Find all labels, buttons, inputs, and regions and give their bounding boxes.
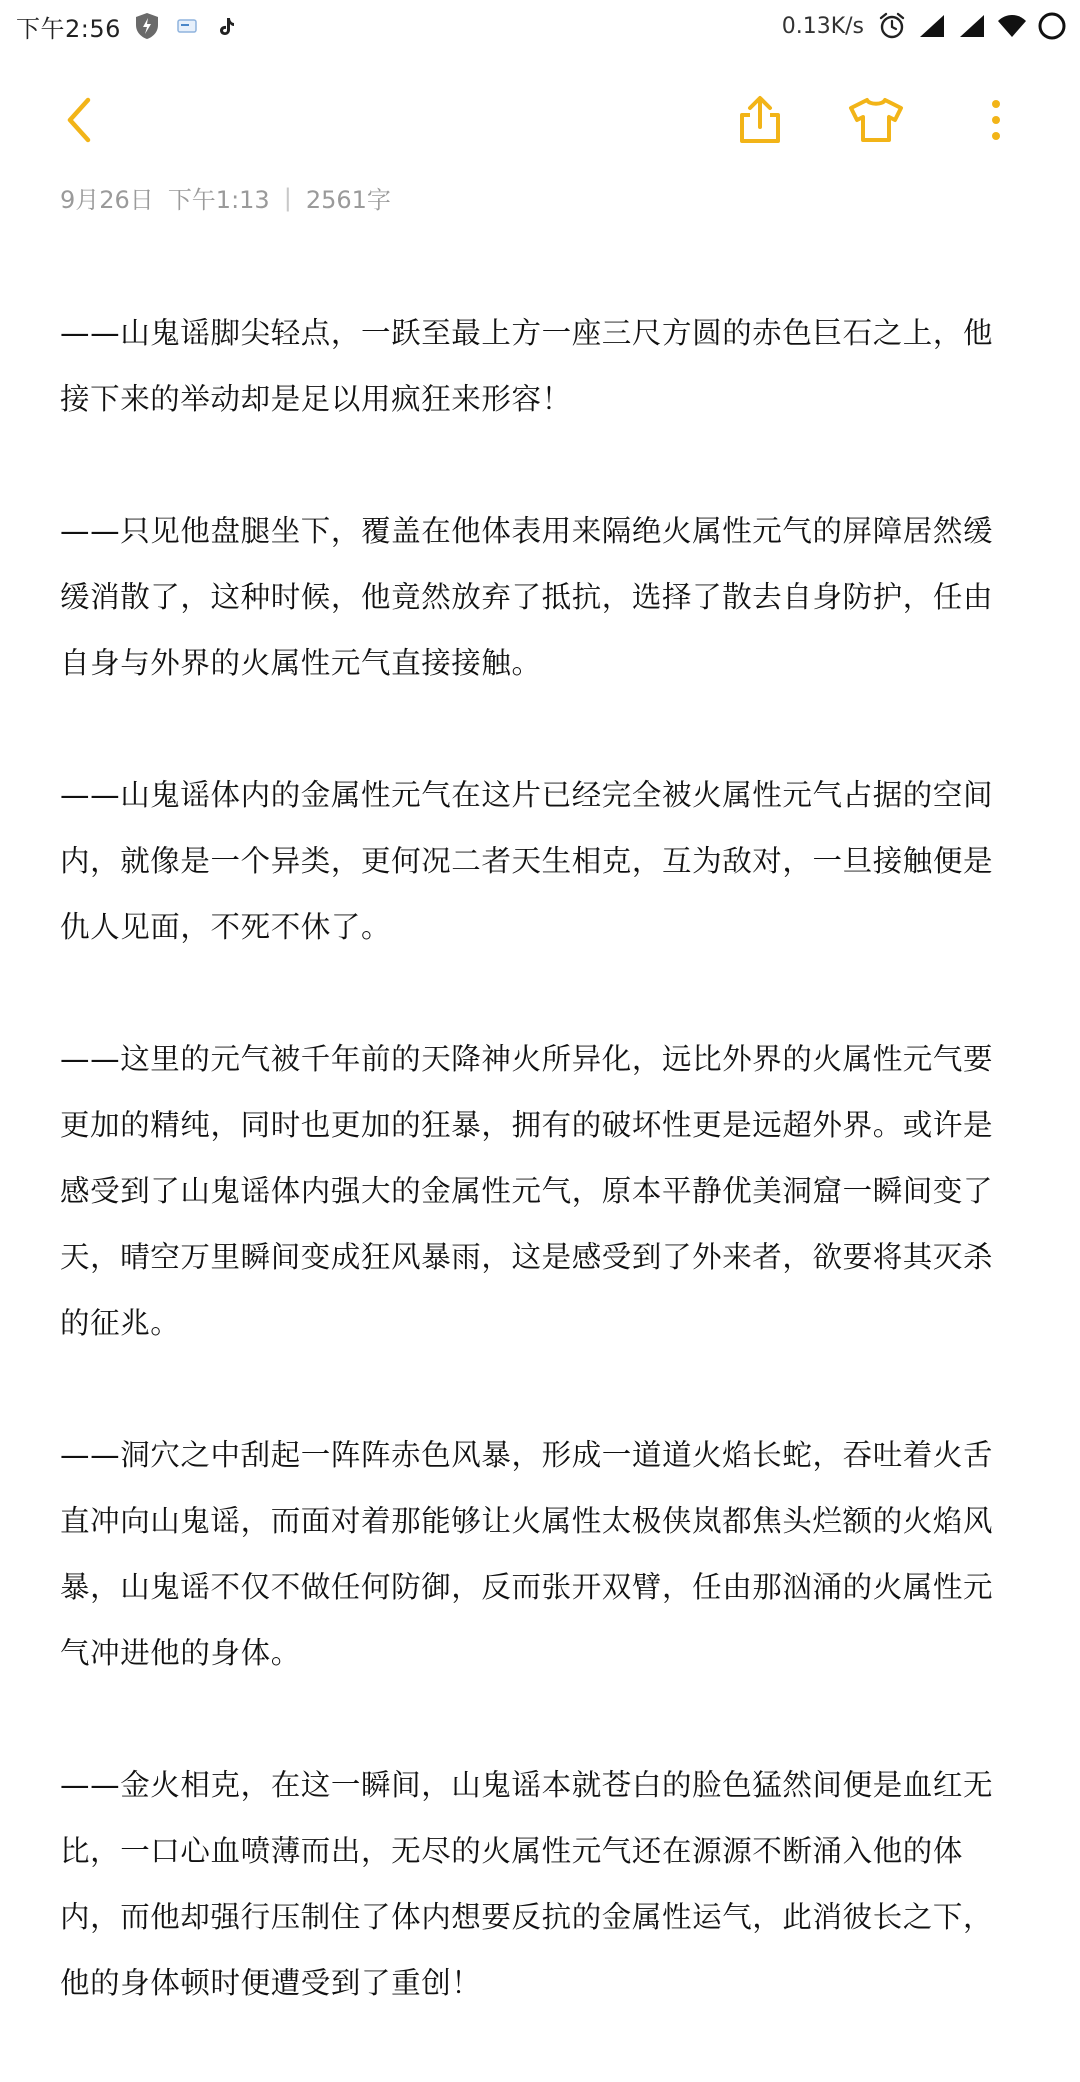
status-bar-right — [782, 12, 1066, 40]
back-chevron-icon — [60, 96, 100, 148]
word-count: 2561字 — [305, 186, 391, 214]
signal-icon-2 — [958, 12, 986, 40]
alarm-icon — [878, 12, 906, 40]
meta-separator: | — [283, 183, 292, 212]
paragraph: ——洞穴之中刮起一阵阵赤色风暴，形成一道道火焰长蛇，吞吐着火舌直冲向山鬼谣，而面对着那能够让火属性太极侠岚都焦头烂额的火焰风暴，山鬼谣不仅不做任何防御，反而张开双臂，任由那汹涌的火属性元气冲进他的身体。 — [60, 1438, 994, 1670]
share-button[interactable] — [728, 90, 792, 154]
status-time: 下午2:56 — [16, 14, 121, 43]
wifi-icon — [998, 12, 1026, 40]
shield-bolt-icon — [133, 12, 161, 40]
more-icon — [988, 96, 1004, 148]
tiktok-icon — [213, 12, 241, 40]
theme-shirt-icon — [847, 96, 905, 148]
back-button[interactable] — [48, 90, 112, 154]
status-bar-left — [16, 9, 241, 44]
note-time: 下午1:13 — [167, 186, 270, 214]
battery-icon — [1038, 12, 1066, 40]
note-meta — [60, 180, 391, 215]
note-toolbar — [0, 70, 1080, 170]
theme-button[interactable] — [844, 90, 908, 154]
paragraph: ——金火相克，在这一瞬间，山鬼谣本就苍白的脸色猛然间便是血红无比，一口心血喷薄而出，无尽的火属性元气还在源源不断涌入他的体内，而他却强行压制住了体内想要反抗的金属性运气，此消彼长之下，他的身体顿时便遭受到了重创！ — [60, 1768, 994, 2000]
network-speed: 0.13K/s — [781, 13, 864, 39]
paragraph: ——山鬼谣脚尖轻点，一跃至最上方一座三尺方圆的赤色巨石之上，他接下来的举动却是足以用疯狂来形容！ — [60, 316, 994, 416]
signal-icon — [918, 12, 946, 40]
paragraph: ——山鬼谣体内的金属性元气在这片已经完全被火属性元气占据的空间内，就像是一个异类，更何况二者天生相克，互为敌对，一旦接触便是仇人见面，不死不休了。 — [60, 778, 994, 944]
paragraph: ——这里的元气被千年前的天降神火所异化，远比外界的火属性元气要更加的精纯，同时也更加的狂暴，拥有的破坏性更是远超外界。或许是感受到了山鬼谣体内强大的金属性元气，原本平静优美洞窟一瞬间变了天，晴空万里瞬间变成狂风暴雨，这是感受到了外来者，欲要将其灭杀的征兆。 — [60, 1042, 994, 1340]
paragraph: ——只见他盘腿坐下，覆盖在他体表用来隔绝火属性元气的屏障居然缓缓消散了，这种时候，他竟然放弃了抵抗，选择了散去自身防护，任由自身与外界的火属性元气直接接触。 — [60, 514, 994, 680]
note-body[interactable] — [60, 300, 1020, 2082]
status-bar — [0, 0, 1080, 52]
app-notification-icon — [173, 12, 201, 40]
share-icon — [736, 95, 784, 149]
more-button[interactable] — [964, 90, 1028, 154]
note-date: 9月26日 — [60, 186, 154, 214]
